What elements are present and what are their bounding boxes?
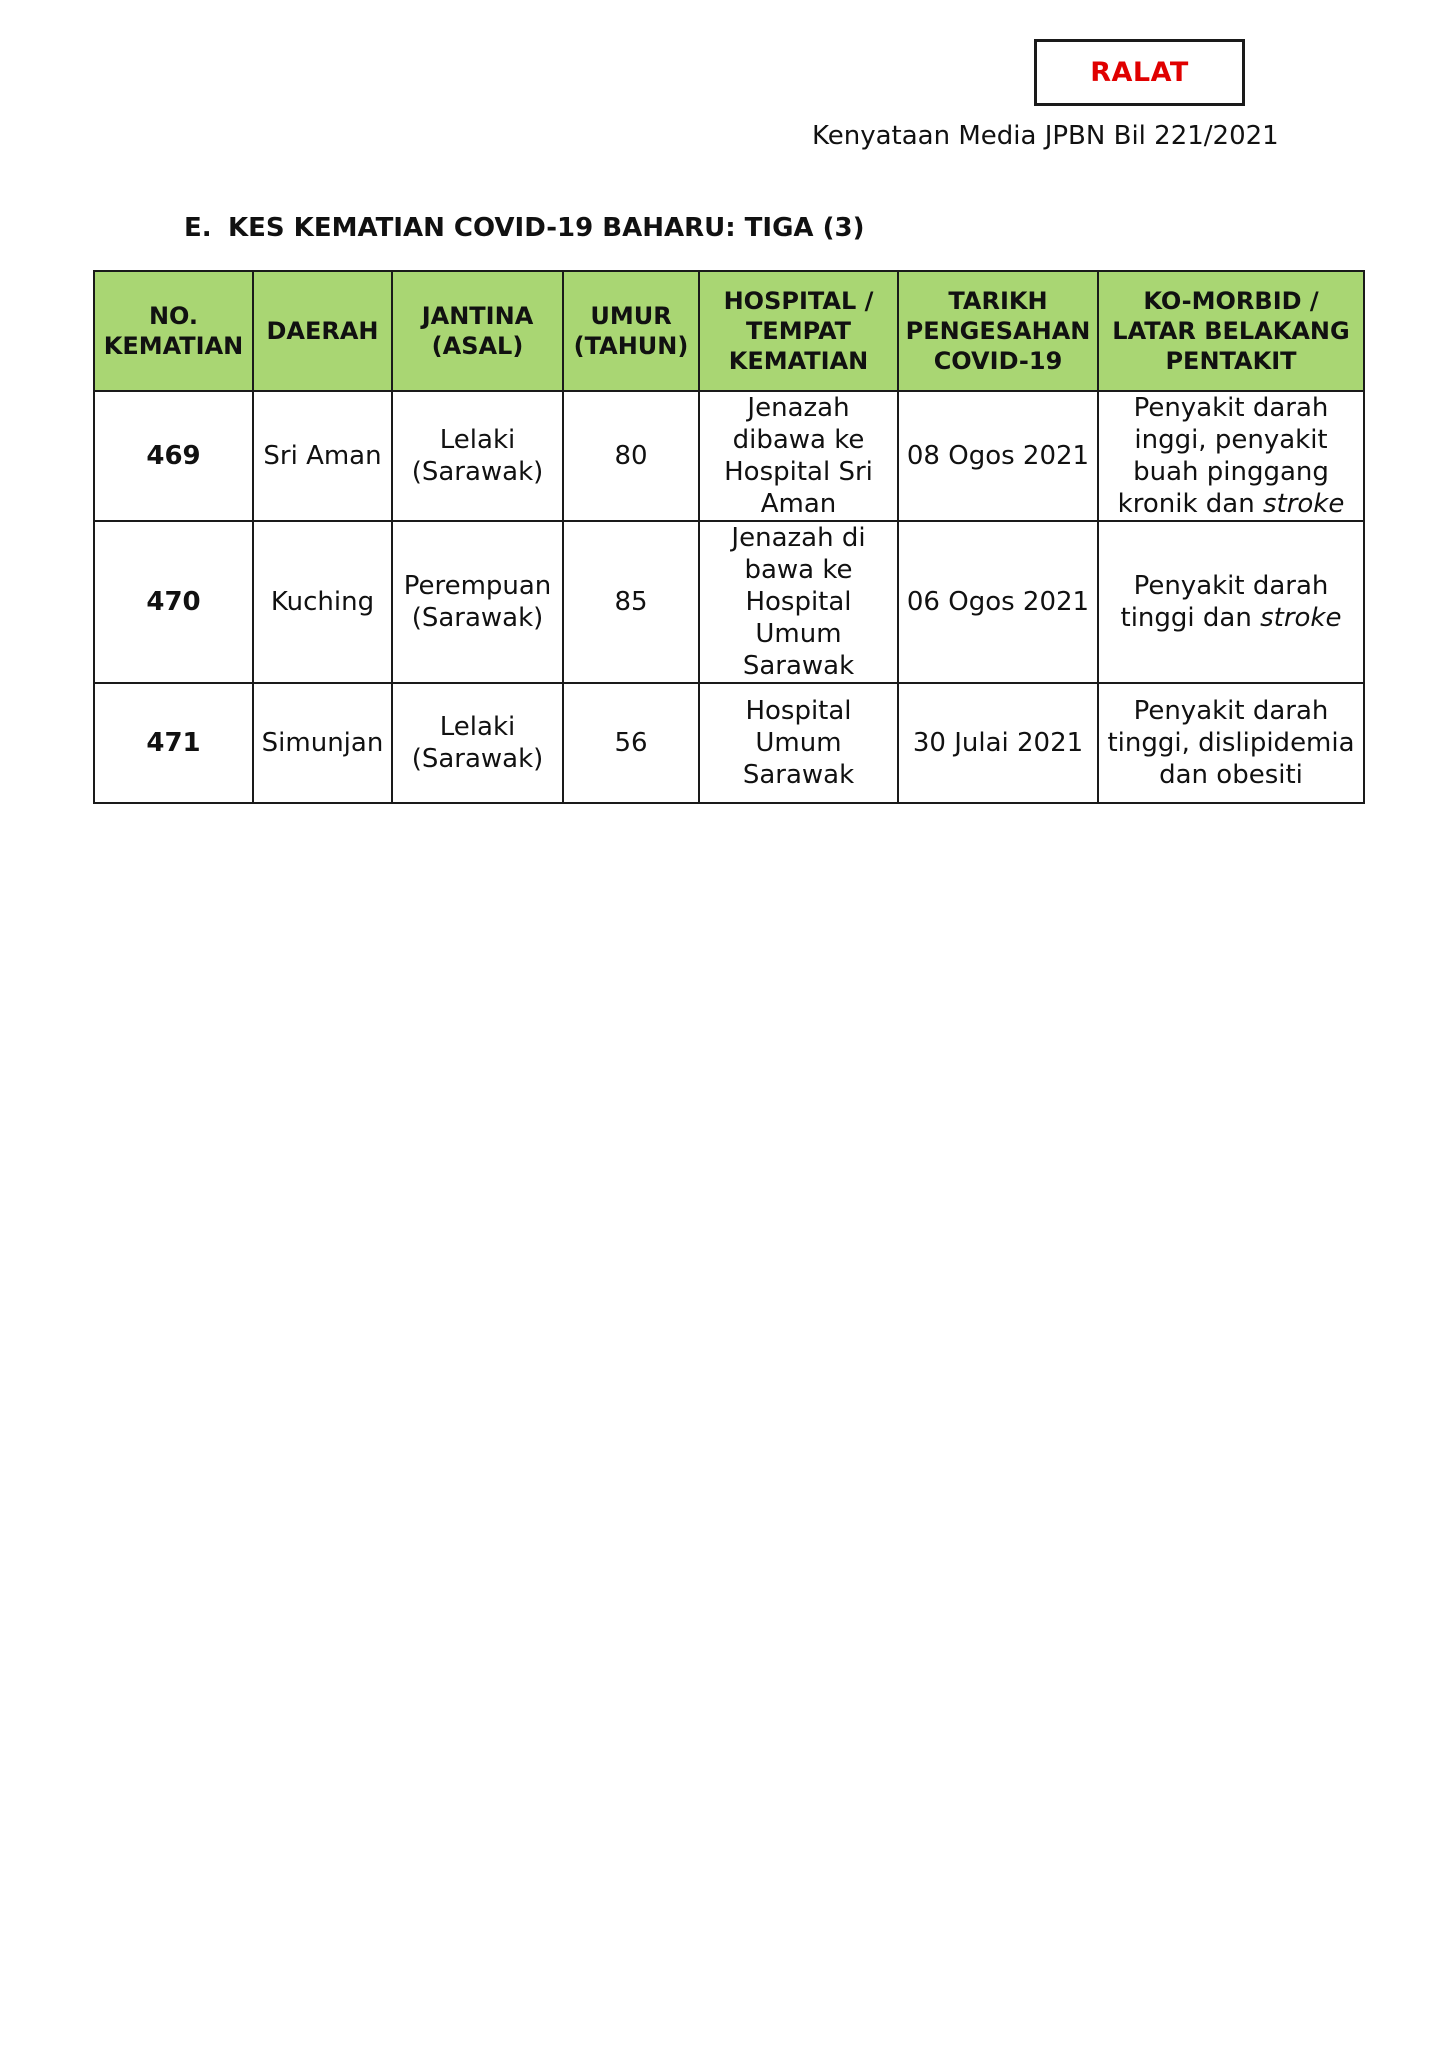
cell-italic-term: stroke — [1260, 603, 1342, 633]
header-jantina — [392, 271, 563, 391]
death-cases-table — [93, 270, 1365, 804]
header-no-kematian — [94, 271, 253, 391]
cell-line: Penyakit darah — [1133, 393, 1329, 423]
cell-line: Penyakit darah — [1133, 571, 1329, 601]
cell-hospital — [699, 683, 898, 803]
cell-no-kematian: 470 — [94, 521, 253, 683]
cell-line: tinggi, dislipidemia — [1107, 728, 1355, 758]
header-line: DAERAH — [266, 317, 379, 345]
header-line: JANTINA — [421, 302, 534, 330]
cell-daerah: Simunjan — [253, 683, 392, 803]
header-line: KEMATIAN — [728, 347, 869, 375]
table-row — [94, 391, 1364, 521]
header-line: UMUR — [590, 302, 672, 330]
cell-jantina — [392, 683, 563, 803]
cell-hospital — [699, 391, 898, 521]
cell-umur: 80 — [563, 391, 699, 521]
header-line: PENGESAHAN — [905, 317, 1091, 345]
cell-no-kematian: 471 — [94, 683, 253, 803]
cell-daerah: Sri Aman — [253, 391, 392, 521]
header-line: LATAR BELAKANG — [1112, 317, 1350, 345]
cell-line: (Sarawak) — [411, 457, 544, 487]
header-daerah — [253, 271, 392, 391]
cell-line: dibawa ke — [732, 425, 865, 455]
cell-line: Umum — [755, 619, 842, 649]
cell-line: tinggi dan — [1120, 603, 1261, 633]
section-heading — [184, 213, 864, 243]
cell-tarikh: 08 Ogos 2021 — [898, 391, 1098, 521]
cell-tarikh: 06 Ogos 2021 — [898, 521, 1098, 683]
table-row — [94, 683, 1364, 803]
cell-line: Umum — [755, 728, 842, 758]
cell-umur: 56 — [563, 683, 699, 803]
header-line: (TAHUN) — [573, 332, 689, 360]
cell-line: Jenazah di — [731, 523, 866, 553]
cell-jantina — [392, 521, 563, 683]
cell-daerah: Kuching — [253, 521, 392, 683]
cell-line: Hospital — [745, 587, 852, 617]
header-line: HOSPITAL / — [723, 287, 874, 315]
cell-line: Jenazah — [747, 393, 850, 423]
cell-line: bawa ke — [744, 555, 853, 585]
cell-umur: 85 — [563, 521, 699, 683]
cell-line: Lelaki — [439, 425, 516, 455]
header-line: TEMPAT — [745, 317, 852, 345]
table-body — [94, 391, 1364, 803]
cell-komorbid — [1098, 391, 1364, 521]
cell-line: dan obesiti — [1159, 760, 1303, 790]
header-line: KEMATIAN — [103, 332, 244, 360]
cell-line: Sarawak — [742, 651, 855, 681]
cell-tarikh: 30 Julai 2021 — [898, 683, 1098, 803]
header-line: NO. — [148, 302, 199, 330]
header-line: KO-MORBID / — [1143, 287, 1319, 315]
table-header-row — [94, 271, 1364, 391]
header-hospital — [699, 271, 898, 391]
cell-jantina — [392, 391, 563, 521]
header-line: (ASAL) — [431, 332, 524, 360]
cell-line: Hospital Sri — [724, 457, 873, 487]
header-line: TARIKH — [948, 287, 1048, 315]
cell-line: Lelaki — [439, 712, 516, 742]
media-statement-reference: Kenyataan Media JPBN Bil 221/2021 — [812, 121, 1279, 151]
header-line: COVID-19 — [933, 347, 1063, 375]
header-komorbid — [1098, 271, 1364, 391]
table-row — [94, 521, 1364, 683]
cell-line: Penyakit darah — [1133, 696, 1329, 726]
cell-line: Aman — [760, 489, 837, 519]
header-line: PENTAKIT — [1165, 347, 1297, 375]
cell-line: buah pinggang — [1133, 457, 1329, 487]
cell-line: kronik dan — [1117, 489, 1263, 519]
cell-no-kematian: 469 — [94, 391, 253, 521]
header-umur — [563, 271, 699, 391]
cell-line: Perempuan — [403, 571, 552, 601]
cell-line: Sarawak — [742, 760, 855, 790]
cell-line: inggi, penyakit — [1134, 425, 1328, 455]
cell-komorbid — [1098, 683, 1364, 803]
header-tarikh — [898, 271, 1098, 391]
cell-line: (Sarawak) — [411, 744, 544, 774]
cell-hospital — [699, 521, 898, 683]
cell-line: Hospital — [745, 696, 852, 726]
ralat-label: RALAT — [1034, 39, 1245, 106]
cell-italic-term: stroke — [1262, 489, 1345, 519]
section-letter: E. — [184, 213, 212, 243]
section-title: KES KEMATIAN COVID-19 BAHARU: TIGA (3) — [228, 213, 865, 243]
cell-komorbid — [1098, 521, 1364, 683]
cell-line: (Sarawak) — [411, 603, 544, 633]
